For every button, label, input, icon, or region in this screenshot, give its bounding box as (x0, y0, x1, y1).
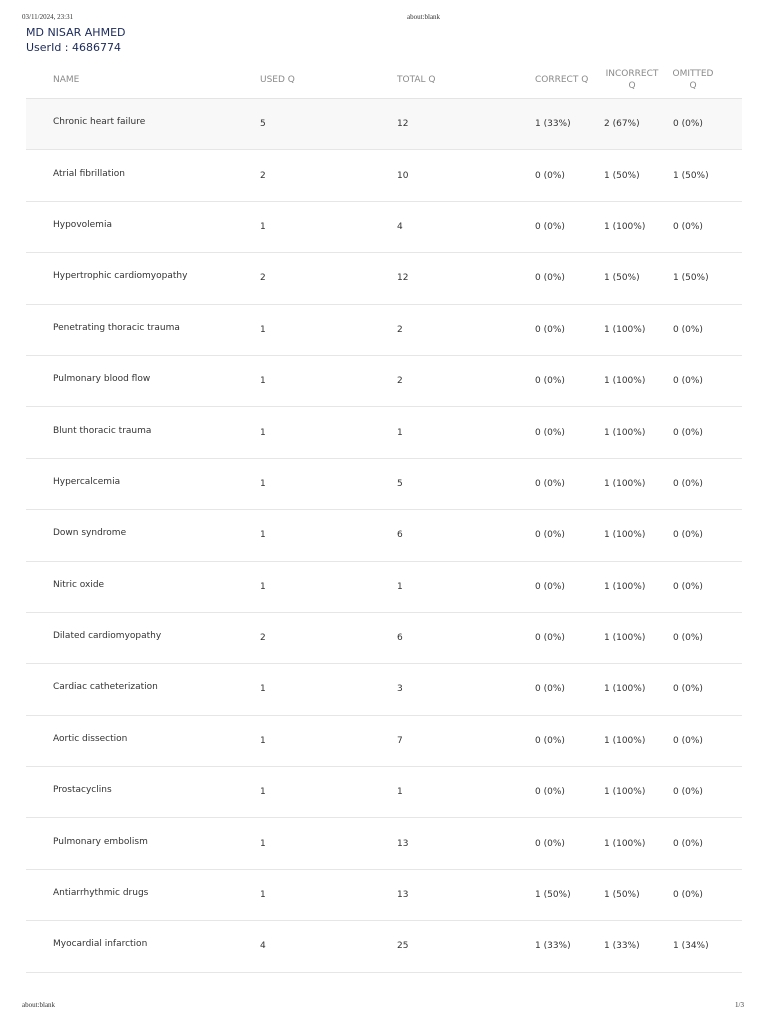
cell-name: Antiarrhythmic drugs (53, 888, 149, 899)
cell-total-q: 10 (397, 170, 409, 181)
cell-name: Blunt thoracic trauma (53, 425, 152, 436)
cell-correct-q: 0 (0%) (535, 170, 565, 181)
cell-correct-q: 1 (33%) (535, 941, 571, 952)
cell-total-q: 4 (397, 221, 403, 232)
cell-omitted-q: 0 (0%) (673, 119, 703, 130)
cell-total-q: 13 (397, 838, 409, 849)
cell-correct-q: 1 (50%) (535, 890, 571, 901)
user-id-line (26, 40, 126, 55)
cell-used-q: 1 (260, 324, 266, 335)
table-row[interactable] (26, 510, 742, 561)
cell-used-q: 1 (260, 427, 266, 438)
cell-correct-q: 0 (0%) (535, 633, 565, 644)
user-id-label: UserId : (26, 41, 72, 54)
cell-used-q: 1 (260, 838, 266, 849)
cell-omitted-q: 0 (0%) (673, 221, 703, 232)
cell-total-q: 12 (397, 119, 409, 130)
cell-incorrect-q: 1 (100%) (604, 324, 646, 335)
cell-name: Prostacyclins (53, 785, 112, 796)
user-name: MD NISAR AHMED (26, 26, 126, 39)
cell-used-q: 2 (260, 633, 266, 644)
user-info (26, 25, 126, 55)
table-row[interactable] (26, 767, 742, 818)
cell-incorrect-q: 1 (100%) (604, 787, 646, 798)
header-incorrect-q[interactable] (604, 61, 660, 98)
table-row[interactable] (26, 202, 742, 253)
cell-omitted-q: 1 (50%) (673, 273, 709, 284)
cell-total-q: 1 (397, 787, 403, 798)
table-row[interactable] (26, 459, 742, 510)
cell-omitted-q: 0 (0%) (673, 478, 703, 489)
cell-name: Pulmonary embolism (53, 836, 148, 847)
cell-incorrect-q: 1 (33%) (604, 941, 640, 952)
user-id-value: 4686774 (72, 41, 121, 54)
cell-name: Hypovolemia (53, 219, 112, 230)
cell-omitted-q: 0 (0%) (673, 581, 703, 592)
table-row[interactable] (26, 716, 742, 767)
cell-omitted-q: 0 (0%) (673, 890, 703, 901)
cell-incorrect-q: 1 (50%) (604, 170, 640, 181)
table-row[interactable] (26, 562, 742, 613)
cell-omitted-q: 0 (0%) (673, 324, 703, 335)
header-incorrect-line1: INCORRECT (605, 68, 659, 79)
cell-total-q: 2 (397, 324, 403, 335)
cell-omitted-q: 0 (0%) (673, 735, 703, 746)
cell-correct-q: 0 (0%) (535, 530, 565, 541)
cell-correct-q: 0 (0%) (535, 376, 565, 387)
cell-used-q: 1 (260, 221, 266, 232)
cell-correct-q: 1 (33%) (535, 119, 571, 130)
cell-total-q: 12 (397, 273, 409, 284)
cell-incorrect-q: 1 (100%) (604, 530, 646, 541)
print-header (0, 13, 768, 23)
performance-table (26, 61, 742, 973)
table-row[interactable] (26, 356, 742, 407)
cell-used-q: 5 (260, 119, 266, 130)
cell-omitted-q: 0 (0%) (673, 787, 703, 798)
cell-used-q: 1 (260, 581, 266, 592)
cell-name: Aortic dissection (53, 733, 128, 744)
cell-incorrect-q: 1 (100%) (604, 735, 646, 746)
header-name[interactable]: NAME (53, 74, 80, 85)
cell-used-q: 2 (260, 273, 266, 284)
footer-url: about:blank (22, 1001, 56, 1009)
cell-correct-q: 0 (0%) (535, 684, 565, 695)
table-row[interactable] (26, 613, 742, 664)
cell-incorrect-q: 1 (100%) (604, 633, 646, 644)
cell-name: Myocardial infarction (53, 939, 148, 950)
cell-total-q: 2 (397, 376, 403, 387)
print-footer (0, 1001, 768, 1011)
header-used-q[interactable]: USED Q (260, 74, 295, 85)
table-header (26, 61, 742, 99)
cell-name: Chronic heart failure (53, 117, 146, 128)
cell-total-q: 6 (397, 633, 403, 644)
cell-total-q: 1 (397, 427, 403, 438)
cell-incorrect-q: 2 (67%) (604, 119, 640, 130)
print-datetime: 03/11/2024, 23:31 (22, 13, 74, 21)
table-row[interactable] (26, 407, 742, 458)
cell-used-q: 1 (260, 478, 266, 489)
cell-total-q: 1 (397, 581, 403, 592)
cell-total-q: 25 (397, 941, 409, 952)
cell-omitted-q: 0 (0%) (673, 633, 703, 644)
cell-used-q: 1 (260, 735, 266, 746)
header-omitted-line1: OMITTED (672, 68, 714, 79)
cell-correct-q: 0 (0%) (535, 478, 565, 489)
table-row[interactable] (26, 150, 742, 201)
header-incorrect-line2: Q (628, 80, 636, 91)
header-total-q[interactable]: TOTAL Q (397, 74, 436, 85)
table-body (26, 99, 742, 973)
cell-name: Penetrating thoracic trauma (53, 322, 180, 333)
cell-name: Hypercalcemia (53, 476, 121, 487)
cell-used-q: 1 (260, 787, 266, 798)
cell-used-q: 4 (260, 941, 266, 952)
cell-correct-q: 0 (0%) (535, 581, 565, 592)
cell-used-q: 1 (260, 376, 266, 387)
cell-incorrect-q: 1 (100%) (604, 581, 646, 592)
print-url: about:blank (407, 13, 441, 21)
header-omitted-line2: Q (689, 80, 697, 91)
cell-incorrect-q: 1 (100%) (604, 684, 646, 695)
cell-name: Nitric oxide (53, 579, 105, 590)
table-row[interactable] (26, 99, 742, 150)
cell-incorrect-q: 1 (100%) (604, 427, 646, 438)
cell-correct-q: 0 (0%) (535, 221, 565, 232)
table-row[interactable] (26, 870, 742, 921)
table-row[interactable] (26, 305, 742, 356)
table-row[interactable] (26, 253, 742, 304)
cell-omitted-q: 0 (0%) (673, 530, 703, 541)
cell-name: Pulmonary blood flow (53, 374, 151, 385)
cell-incorrect-q: 1 (50%) (604, 890, 640, 901)
cell-total-q: 3 (397, 684, 403, 695)
cell-omitted-q: 1 (34%) (673, 941, 709, 952)
cell-total-q: 5 (397, 478, 403, 489)
cell-incorrect-q: 1 (50%) (604, 273, 640, 284)
cell-correct-q: 0 (0%) (535, 787, 565, 798)
table-row[interactable] (26, 818, 742, 869)
cell-omitted-q: 0 (0%) (673, 376, 703, 387)
cell-used-q: 2 (260, 170, 266, 181)
cell-incorrect-q: 1 (100%) (604, 478, 646, 489)
cell-correct-q: 0 (0%) (535, 273, 565, 284)
cell-omitted-q: 0 (0%) (673, 427, 703, 438)
cell-name: Atrial fibrillation (53, 168, 125, 179)
table-row[interactable] (26, 664, 742, 715)
cell-incorrect-q: 1 (100%) (604, 376, 646, 387)
cell-total-q: 7 (397, 735, 403, 746)
cell-omitted-q: 0 (0%) (673, 684, 703, 695)
cell-used-q: 1 (260, 530, 266, 541)
cell-incorrect-q: 1 (100%) (604, 221, 646, 232)
cell-omitted-q: 0 (0%) (673, 838, 703, 849)
cell-correct-q: 0 (0%) (535, 427, 565, 438)
cell-correct-q: 0 (0%) (535, 324, 565, 335)
cell-correct-q: 0 (0%) (535, 838, 565, 849)
cell-incorrect-q: 1 (100%) (604, 838, 646, 849)
cell-total-q: 6 (397, 530, 403, 541)
cell-name: Cardiac catheterization (53, 682, 158, 693)
cell-used-q: 1 (260, 890, 266, 901)
table-row[interactable] (26, 921, 742, 972)
cell-name: Dilated cardiomyopathy (53, 631, 162, 642)
header-omitted-q[interactable] (669, 61, 717, 98)
cell-correct-q: 0 (0%) (535, 735, 565, 746)
header-correct-q[interactable]: CORRECT Q (535, 74, 589, 85)
footer-page-number: 1/3 (735, 1001, 744, 1009)
cell-total-q: 13 (397, 890, 409, 901)
cell-name: Hypertrophic cardiomyopathy (53, 271, 188, 282)
cell-used-q: 1 (260, 684, 266, 695)
cell-name: Down syndrome (53, 528, 127, 539)
cell-omitted-q: 1 (50%) (673, 170, 709, 181)
